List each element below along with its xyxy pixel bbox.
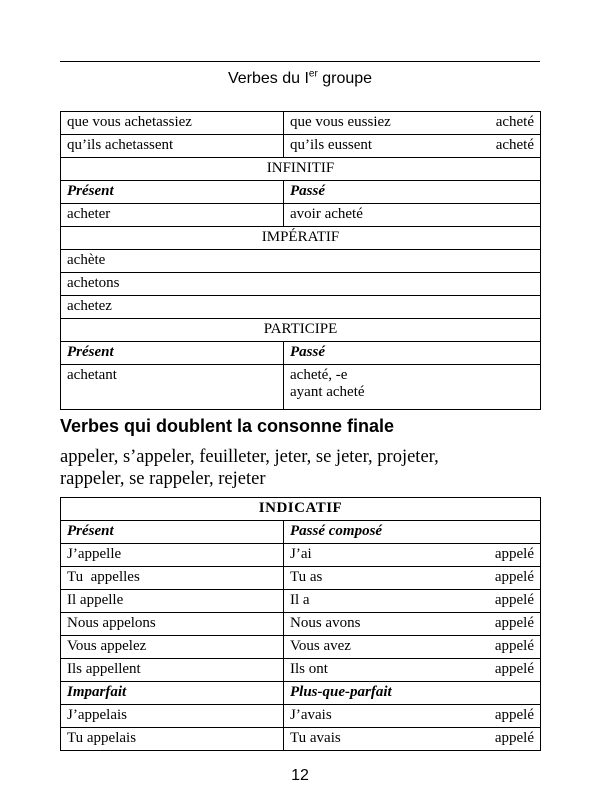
auxiliary-form: Tu as <box>290 569 323 585</box>
header-rule <box>60 61 540 62</box>
auxiliary-form: Tu avais <box>290 730 341 746</box>
table-row <box>61 544 541 567</box>
infinitif-passe-value: avoir acheté <box>284 204 541 227</box>
plus-que-parfait-form <box>284 705 541 728</box>
table-row <box>61 659 541 682</box>
participe-passe-value <box>284 365 541 410</box>
table-row <box>61 296 541 319</box>
present-form: Tu appelles <box>61 567 284 590</box>
verb-list-line: appeler, s’appeler, feuilleter, jeter, se jeter, projeter, <box>60 447 439 467</box>
table-row <box>61 682 541 705</box>
participe-passe-line: ayant acheté <box>290 384 365 400</box>
running-head-text: Verbes du I <box>227 70 309 87</box>
present-label: Présent <box>61 181 284 204</box>
plus-que-parfait-form <box>284 728 541 751</box>
section-title: Verbes qui doublent la consonne finale <box>60 416 395 436</box>
subjunctive-past-cell <box>284 112 541 135</box>
table-row <box>61 319 541 342</box>
table-row <box>61 204 541 227</box>
table-row <box>61 250 541 273</box>
table-row <box>61 135 541 158</box>
subjunctive-cell: que vous achetassiez <box>61 112 284 135</box>
imparfait-label: Imparfait <box>61 682 284 705</box>
participle-form: appelé <box>494 546 534 562</box>
subjunctive-cell: qu’ils achetassent <box>61 135 284 158</box>
participle-form: appelé <box>494 730 534 746</box>
participle-form: appelé <box>494 707 534 723</box>
table-row <box>61 498 541 521</box>
imperatif-form: achetons <box>61 273 541 296</box>
participle-form: appelé <box>494 615 534 631</box>
table-row <box>61 613 541 636</box>
infinitif-heading: INFINITIF <box>61 158 541 181</box>
passe-compose-form <box>284 613 541 636</box>
present-label: Présent <box>61 342 284 365</box>
present-label: Présent <box>61 521 284 544</box>
participle-form: appelé <box>494 638 534 654</box>
passe-compose-form <box>284 544 541 567</box>
passe-compose-label: Passé composé <box>284 521 541 544</box>
auxiliary-form: Vous avez <box>290 638 351 654</box>
passe-label: Passé <box>284 181 541 204</box>
running-head <box>60 70 540 88</box>
table-row <box>61 521 541 544</box>
imperatif-heading: IMPÉRATIF <box>61 227 541 250</box>
participle-form: appelé <box>494 592 534 608</box>
participle-form: acheté <box>495 114 534 130</box>
passe-compose-form <box>284 590 541 613</box>
table-row <box>61 342 541 365</box>
table-row <box>61 567 541 590</box>
plus-que-parfait-label: Plus-que-parfait <box>284 682 541 705</box>
running-head-text-end: groupe <box>317 70 373 87</box>
table-row <box>61 158 541 181</box>
auxiliary-form: Il a <box>290 592 310 608</box>
table-row <box>61 227 541 250</box>
passe-compose-form <box>284 636 541 659</box>
conjugation-table-acheter <box>60 111 541 410</box>
conjugation-table-appeler <box>60 497 541 751</box>
present-form: Ils appellent <box>61 659 284 682</box>
auxiliary-form: J’avais <box>290 707 332 723</box>
present-form: Vous appelez <box>61 636 284 659</box>
page-number: 12 <box>291 767 309 784</box>
table-row <box>61 181 541 204</box>
participle-form: appelé <box>494 661 534 677</box>
passe-compose-form <box>284 567 541 590</box>
auxiliary-form: que vous eussiez <box>290 114 391 130</box>
subjunctive-past-cell <box>284 135 541 158</box>
verb-list-line: rappeler, se rappeler, rejeter <box>60 469 266 489</box>
participe-heading: PARTICIPE <box>61 319 541 342</box>
imperatif-form: achète <box>61 250 541 273</box>
verb-list <box>60 446 540 490</box>
auxiliary-form: Ils ont <box>290 661 328 677</box>
auxiliary-form: Nous avons <box>290 615 361 631</box>
present-form: J’appelle <box>61 544 284 567</box>
running-head-superscript: er <box>308 68 318 80</box>
auxiliary-form: qu’ils eussent <box>290 137 373 153</box>
present-form: Il appelle <box>61 590 284 613</box>
infinitif-present-value: acheter <box>61 204 284 227</box>
passe-compose-form <box>284 659 541 682</box>
table-row <box>61 112 541 135</box>
table-row <box>61 273 541 296</box>
participle-form: appelé <box>494 569 534 585</box>
imparfait-form: J’appelais <box>61 705 284 728</box>
participe-present-value: achetant <box>61 365 284 410</box>
imperatif-form: achetez <box>61 296 541 319</box>
table-row <box>61 636 541 659</box>
table-row <box>61 728 541 751</box>
participle-form: acheté <box>495 137 534 153</box>
present-form: Nous appelons <box>61 613 284 636</box>
indicatif-heading: INDICATIF <box>61 498 541 521</box>
auxiliary-form: J’ai <box>290 546 312 562</box>
table-row <box>61 705 541 728</box>
passe-label: Passé <box>284 342 541 365</box>
participe-passe-line: acheté, -e <box>290 367 348 383</box>
table-row <box>61 590 541 613</box>
table-row <box>61 365 541 410</box>
imparfait-form: Tu appelais <box>61 728 284 751</box>
